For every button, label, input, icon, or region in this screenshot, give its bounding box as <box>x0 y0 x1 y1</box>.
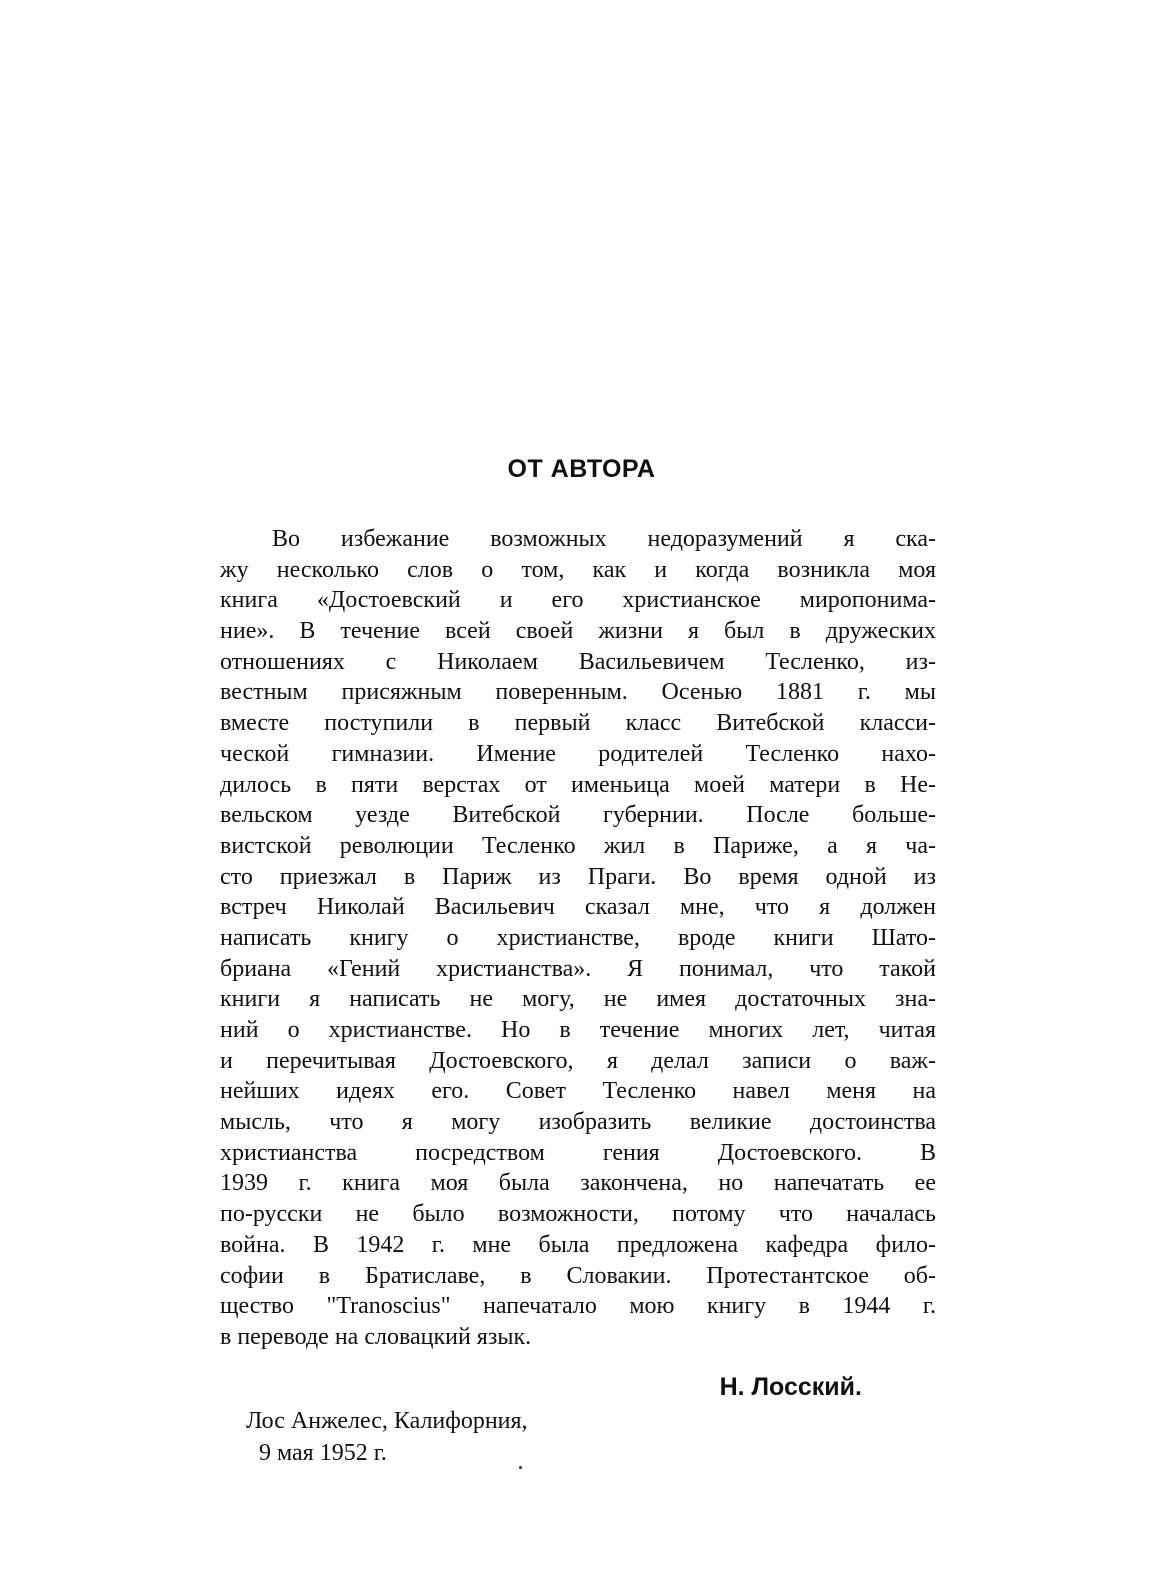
paragraph-line: в переводе на словацкий язык. <box>220 1323 532 1350</box>
paragraph-line: вельском уезде Витебской губернии. После больше- <box>220 802 936 829</box>
paragraph-line: книги я написать не могу, не имея достаточных зна- <box>220 986 936 1013</box>
paragraph-line: 1939 г. книга моя была закончена, но напечатать ее <box>220 1170 936 1197</box>
paragraph-line: вместе поступили в первый класс Витебской класси- <box>220 710 936 737</box>
page-title: ОТ АВТОРА <box>507 455 656 483</box>
paragraph-line: жу несколько слов о том, как и когда возникла моя <box>220 556 936 583</box>
paragraph-line: вистской революции Тесленко жил в Париже, а я ча- <box>220 832 936 859</box>
paragraph-line: написать книгу о христианстве, вроде книги Шато- <box>220 924 936 951</box>
paragraph-line: вестным присяжным поверенным. Осенью 1881 г. мы <box>220 679 936 706</box>
paragraph-line: и перечитывая Достоевского, я делал записи о важ- <box>220 1047 936 1074</box>
paragraph-line: нейших идеях его. Совет Тесленко навел меня на <box>220 1078 936 1105</box>
place-line: Лос Анжелес, Калифорния, <box>246 1408 528 1434</box>
paragraph-line: ческой гимназии. Имение родителей Тесленко нахо- <box>220 740 936 767</box>
paragraph-line: война. В 1942 г. мне была предложена кафедра фило- <box>220 1231 936 1258</box>
paragraph-line: щество "Tranoscius" напечатало мою книгу в 1944 г. <box>220 1293 936 1320</box>
paragraph-line: по-русски не было возможности, потому что началась <box>220 1201 936 1228</box>
paragraph-line: встреч Николай Васильевич сказал мне, что я должен <box>220 894 936 921</box>
paragraph-line: ние». В течение всей своей жизни я был в дружеских <box>220 618 936 645</box>
paragraph-line: дилось в пяти верстах от именьица моей матери в Не- <box>220 771 936 798</box>
paragraph-line: отношениях с Николаем Васильевичем Тесленко, из- <box>220 648 936 675</box>
print-speck <box>519 1466 522 1469</box>
paragraph-line: сто приезжал в Париж из Праги. Во время одной из <box>220 863 936 890</box>
paragraph-line: книга «Достоевский и его христианское миропонима- <box>220 587 936 614</box>
paragraph-line: мысль, что я могу изобразить великие достоинства <box>220 1109 936 1136</box>
paragraph-line: Во избежание возможных недоразумений я ска- <box>272 526 936 552</box>
paragraph-line: бриана «Гений христианства». Я понимал, что такой <box>220 955 936 982</box>
preface-paragraph <box>220 524 936 1353</box>
date-line: 9 мая 1952 г. <box>259 1440 387 1466</box>
author-signature: Н. Лосский. <box>719 1373 862 1401</box>
paragraph-line: ний о христианстве. Но в течение многих лет, читая <box>220 1017 936 1043</box>
paragraph-line: софии в Братиславе, в Словакии. Протестантское об- <box>220 1262 936 1289</box>
paragraph-line: христианства посредством гения Достоевского. В <box>220 1139 936 1166</box>
